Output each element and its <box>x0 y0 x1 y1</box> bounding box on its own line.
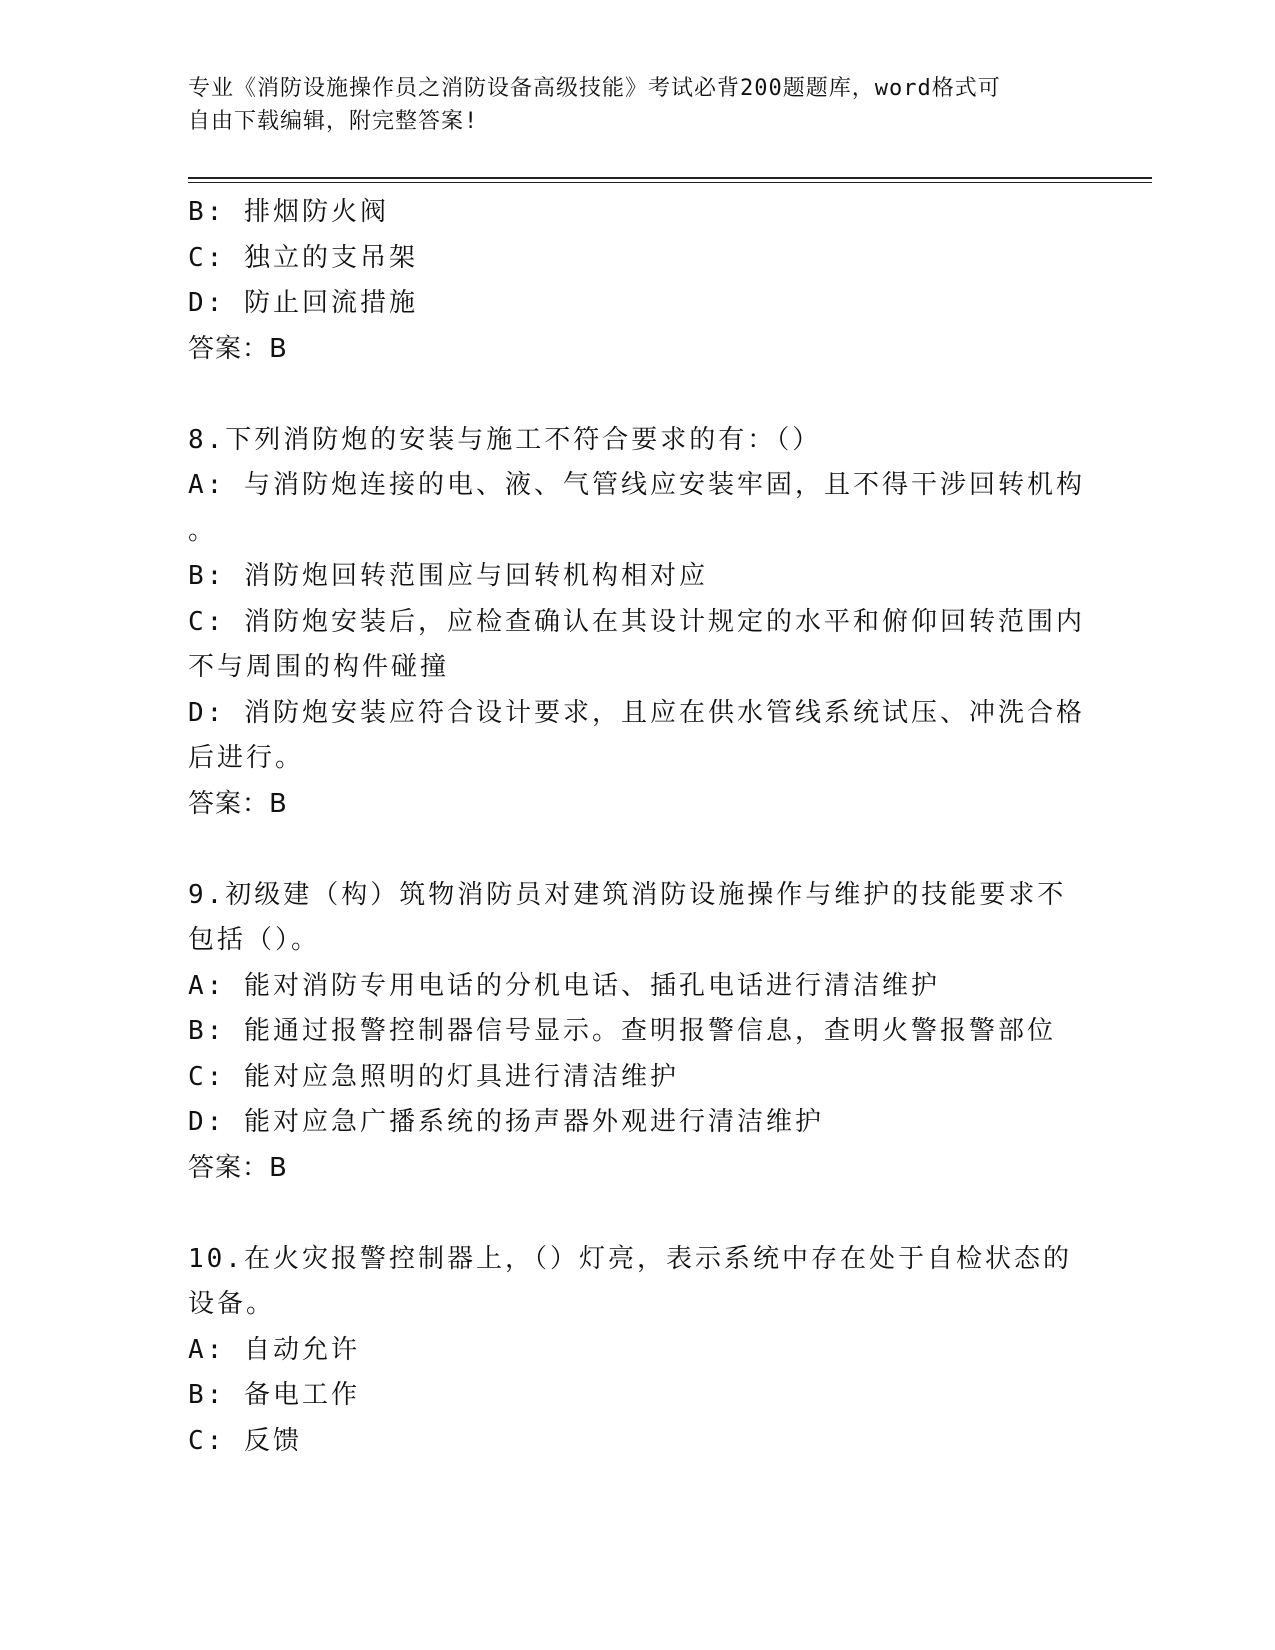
header-line-1: 专业《消防设施操作员之消防设备高级技能》考试必背200题题库，word格式可 <box>188 76 1001 101</box>
option-line: B: 能通过报警控制器信号显示。查明报警信息，查明火警报警部位 <box>188 1016 1056 1046</box>
option-line: B: 消防炮回转范围应与回转机构相对应 <box>188 561 708 591</box>
option-line: A: 自动允许 <box>188 1334 360 1365</box>
question-stem: 包括（）。 <box>188 925 321 955</box>
question-stem: 10.在火灾报警控制器上，（）灯亮，表示系统中存在处于自检状态的 <box>188 1243 1072 1274</box>
answer-line: 答案：B <box>188 1152 288 1183</box>
option-line: D: 防止回流措施 <box>188 288 418 318</box>
question-stem: 9.初级建（构）筑物消防员对建筑消防设施操作与维护的技能要求不 <box>188 879 1067 910</box>
option-line: 。 <box>188 515 218 546</box>
question-content <box>188 190 1088 1464</box>
answer-line: 答案：B <box>188 333 288 364</box>
header-line-2: 自由下载编辑，附完整答案! <box>188 109 479 134</box>
header-rule-thick <box>188 177 1152 179</box>
option-line: 后进行。 <box>188 743 305 773</box>
header-rule-thin <box>188 182 1152 183</box>
option-line: C: 独立的支吊架 <box>188 242 418 273</box>
option-line: D: 能对应急广播系统的扬声器外观进行清洁维护 <box>188 1107 824 1137</box>
option-line: B: 备电工作 <box>188 1380 360 1410</box>
question-stem: 8.下列消防炮的安装与施工不符合要求的有：（） <box>188 424 822 455</box>
option-line: C: 反馈 <box>188 1425 302 1456</box>
document-header <box>188 72 1088 138</box>
spacer <box>188 827 1088 873</box>
spacer <box>188 372 1088 418</box>
option-line: A: 能对消防专用电话的分机电话、插孔电话进行清洁维护 <box>188 970 940 1001</box>
option-line: C: 消防炮安装后，应检查确认在其设计规定的水平和俯仰回转范围内 <box>188 606 1085 637</box>
option-line: C: 能对应急照明的灯具进行清洁维护 <box>188 1061 679 1092</box>
option-line: B: 排烟防火阀 <box>188 197 389 227</box>
spacer <box>188 1191 1088 1237</box>
option-line: 不与周围的构件碰撞 <box>188 652 450 682</box>
answer-line: 答案：B <box>188 788 288 819</box>
option-line: D: 消防炮安装应符合设计要求，且应在供水管线系统试压、冲洗合格 <box>188 697 1085 728</box>
question-stem: 设备。 <box>188 1289 276 1319</box>
option-line: A: 与消防炮连接的电、液、气管线应安装牢固，且不得干涉回转机构 <box>188 470 1085 500</box>
